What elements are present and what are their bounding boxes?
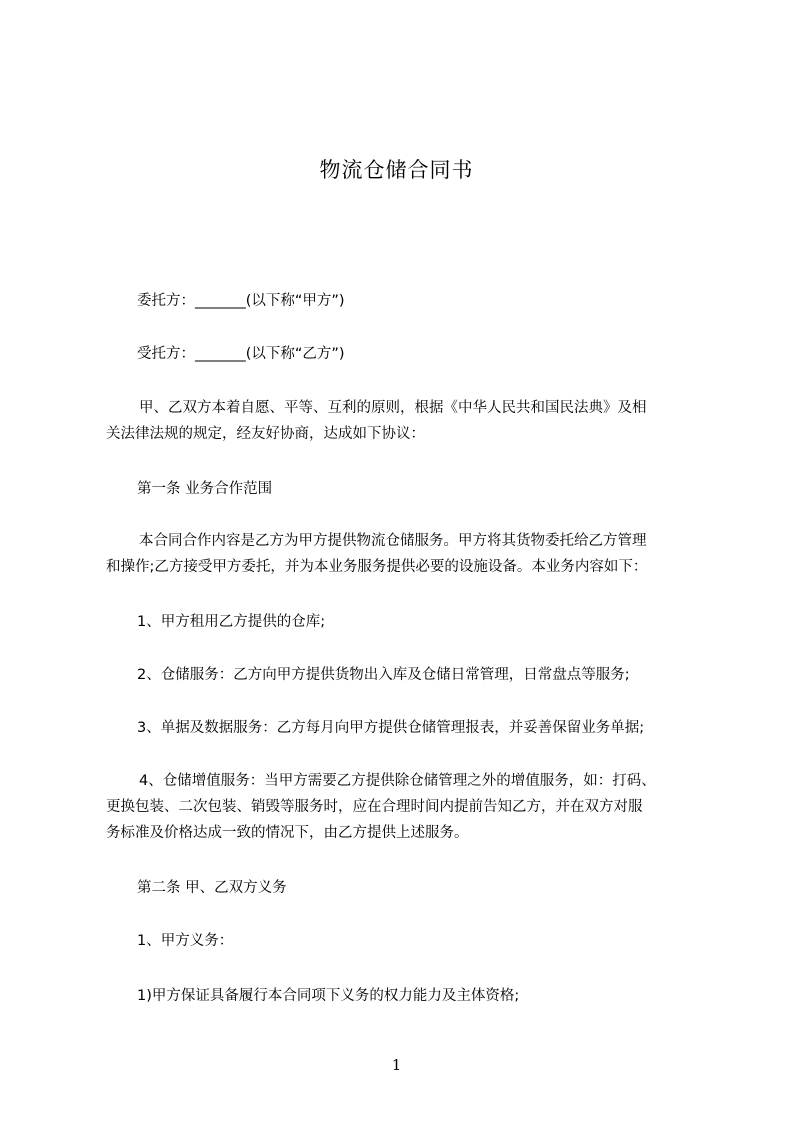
item-4-line-3: 务标准及价格达成一致的情况下，由乙方提供上述服务。: [106, 825, 469, 841]
article-1-heading-text: 第一条 业务合作范围: [137, 481, 273, 497]
item-4-text-1: 4、仓储增值服务：当甲方需要乙方提供除仓储管理之外的增值服务，如：打码、: [139, 773, 656, 789]
item-4-line-1: [106, 768, 702, 794]
client-party-line: [106, 288, 702, 314]
article-2-heading: [106, 875, 702, 901]
trustee-party-line: [106, 341, 702, 367]
article-1-heading: [106, 476, 702, 502]
preamble-line-2: 关法律法规的规定，经友好协商，达成如下协议：: [106, 426, 425, 442]
preamble-line-1: [106, 395, 702, 421]
item-1-text: 1、甲方租用乙方提供的仓库;: [137, 614, 326, 630]
page-number: 1: [391, 1056, 402, 1074]
item-1: [106, 609, 702, 635]
document-title: 物流仓储合同书: [319, 158, 474, 183]
party-a-duty-1-text: 1)甲方保证具备履行本合同项下义务的权力能力及主体资格;: [137, 988, 520, 1004]
party-a-duties-heading: [106, 928, 702, 954]
item-3-text: 3、单据及数据服务：乙方每月向甲方提供仓储管理报表，并妥善保留业务单据;: [137, 720, 645, 736]
preamble-text-1: 甲、乙双方本着自愿、平等、互利的原则，根据《中华人民共和国民法典》及相: [139, 400, 647, 416]
party-a-duty-1: [106, 983, 702, 1009]
party-a-duties-heading-text: 1、甲方义务：: [137, 933, 234, 949]
article-2-heading-text: 第二条 甲、乙双方义务: [137, 880, 287, 896]
article-1-line-1: [106, 528, 702, 554]
client-party-text: 委托方：_______(以下称“甲方”): [137, 293, 345, 309]
item-4: [106, 768, 702, 846]
article-1-body: [106, 528, 702, 580]
item-4-line-2: 更换包装、二次包装、销毁等服务时，应在合理时间内提前告知乙方，并在双方对服: [106, 799, 643, 815]
article-1-line-2: 和操作;乙方接受甲方委托，并为本业务服务提供必要的设施设备。本业务内容如下：: [106, 559, 648, 575]
preamble-paragraph: [106, 395, 702, 447]
item-3: [106, 715, 702, 741]
trustee-party-text: 受托方：_______(以下称“乙方”): [137, 346, 345, 362]
item-2: [106, 662, 702, 688]
item-2-text: 2、仓储服务：乙方向甲方提供货物出入库及仓储日常管理，日常盘点等服务;: [137, 667, 630, 683]
article-1-text-1: 本合同合作内容是乙方为甲方提供物流仓储服务。甲方将其货物委托给乙方管理: [139, 533, 647, 549]
